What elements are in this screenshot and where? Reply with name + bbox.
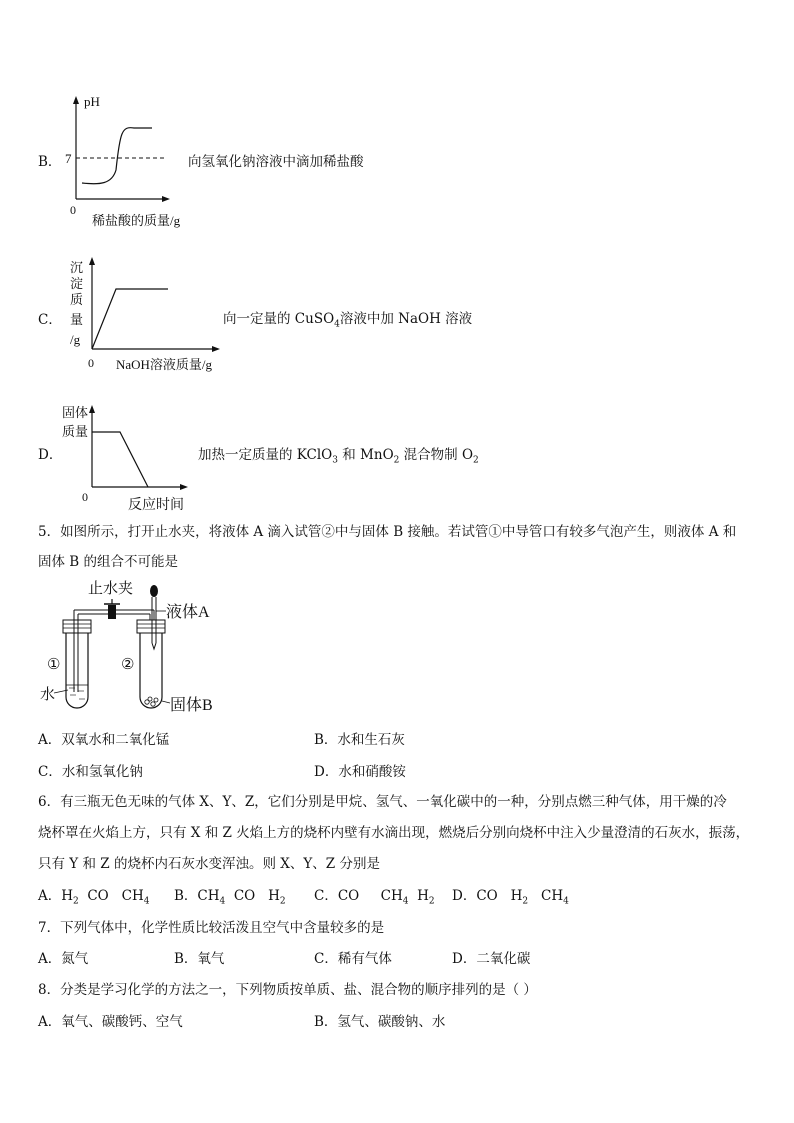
q7-option-b: B．氧气 [174, 951, 225, 967]
apparatus-figure [38, 577, 228, 717]
q5-option-d: D．水和硝酸铵 [314, 764, 406, 780]
q6-option-a: A．$H_2$ CO $CH_4$ [38, 888, 150, 907]
tube-2-label: ② [121, 657, 135, 673]
d-desc-sub1: 3 [332, 455, 338, 466]
precipitate-graph [62, 252, 232, 377]
ph-seven-tick: 7 [65, 151, 72, 166]
c-desc-sub: 4 [334, 319, 340, 330]
c-y-label-1: 沉 [70, 260, 84, 275]
item-b-letter: B． [38, 154, 62, 170]
q5-option-b: B．水和生石灰 [314, 732, 405, 748]
c-y-label-3: 质 [70, 292, 84, 307]
d-desc-sub3: 2 [473, 455, 479, 466]
q5-option-a: A．双氧水和二氧化锰 [38, 732, 170, 748]
d-y-label-2: 质量 [62, 424, 89, 439]
ph-axis-label: pH [84, 94, 100, 109]
item-b-desc: 向氢氧化钠溶液中滴加稀盐酸 [188, 154, 364, 170]
item-c-letter: C． [38, 312, 62, 328]
ph-x-axis-label: 稀盐酸的质量/g [92, 213, 181, 228]
c-y-label-4: 量 [70, 312, 84, 327]
item-c-desc [223, 307, 472, 330]
clamp-label: 止水夹 [88, 581, 134, 597]
q6-option-b: B．$CH_4$ CO $H_2$ [174, 888, 286, 907]
q7-option-a: A．氮气 [38, 951, 89, 967]
q6-text-line3: 只有 Y 和 Z 的烧杯内石灰水变浑浊。则 X、Y、Z 分别是 [38, 856, 380, 872]
c-y-label-2: 淀 [70, 276, 84, 291]
ph-graph [60, 92, 200, 232]
c-origin: 0 [88, 356, 94, 370]
d-desc-mid: 和 MnO [337, 447, 394, 463]
d-desc-sub2: 2 [393, 455, 400, 466]
d-y-label-1: 固体 [62, 405, 89, 420]
c-desc-pre: 向一定量的 CuSO [223, 311, 335, 327]
q8-option-a: A．氧气、碳酸钙、空气 [38, 1014, 183, 1030]
solid-mass-graph [58, 402, 198, 514]
d-origin: 0 [82, 490, 88, 504]
q7-text: 7．下列气体中，化学性质比较活泼且空气中含量较多的是 [38, 920, 385, 936]
d-desc-pre: 加热一定质量的 KClO [198, 447, 333, 463]
q7-option-d: D．二氧化碳 [452, 951, 531, 967]
d-x-axis-label: 反应时间 [128, 498, 184, 513]
q8-option-b: B．氢气、碳酸钠、水 [314, 1014, 446, 1030]
item-d-desc [198, 443, 479, 466]
solid-b-label: 固体B [170, 697, 213, 714]
c-x-axis-label: NaOH溶液质量/g [116, 357, 213, 372]
q6-text-line2: 烧杯罩在火焰上方，只有 X 和 Z 火焰上方的烧杯内壁有水滴出现，燃烧后分别向烧杯中注入少量澄清的石灰水，振荡， [38, 825, 750, 841]
q5-text-line1: 5．如图所示，打开止水夹，将液体 A 滴入试管②中与固体 B 接触。若试管①中导管口有较多气泡产生，则液体 A 和 [38, 524, 737, 540]
liquid-a-label: 液体A [166, 604, 210, 621]
ph-origin: 0 [70, 203, 76, 217]
q8-text: 8．分类是学习化学的方法之一，下列物质按单质、盐、混合物的顺序排列的是（ ） [38, 982, 537, 998]
q6-option-d: D．CO $H_2$ $CH_4$ [452, 888, 569, 907]
q7-option-c: C．稀有气体 [314, 951, 392, 967]
q5-option-c: C．水和氢氧化钠 [38, 764, 143, 780]
q5-text-line2: 固体 B 的组合不可能是 [38, 554, 179, 570]
water-label: 水 [40, 687, 56, 703]
q6-option-c: C．CO $CH_4$ $H_2$ [314, 888, 435, 907]
c-y-label-5: /g [70, 332, 81, 347]
item-d-letter: D． [38, 447, 63, 463]
d-desc-mid2: 混合物制 O [399, 447, 474, 463]
c-desc-post: 溶液中加 NaOH 溶液 [339, 311, 473, 327]
tube-1-label: ① [47, 657, 61, 673]
q6-text-line1: 6．有三瓶无色无味的气体 X、Y、Z，它们分别是甲烷、氢气、一氧化碳中的一种，分别点燃三种气体，用干燥的冷 [38, 794, 727, 810]
